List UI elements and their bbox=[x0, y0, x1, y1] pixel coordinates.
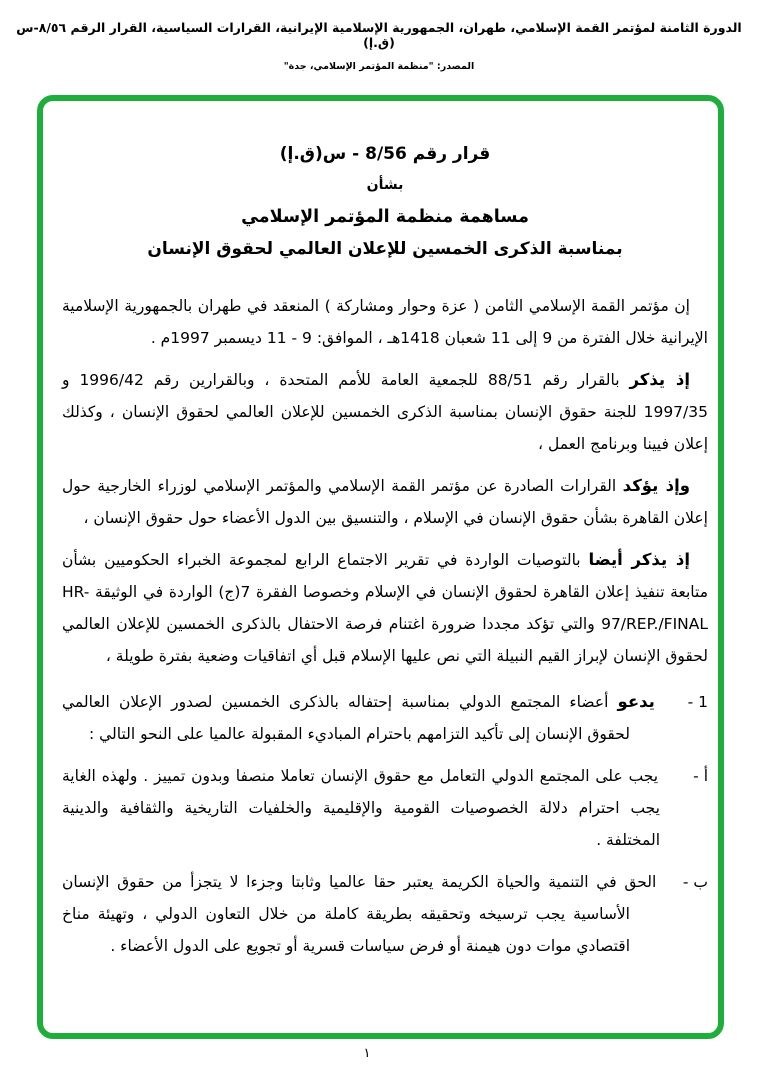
header-source-line: الدورة الثامنة لمؤتمر القمة الإسلامي، طهران، الجمهورية الإسلامية الإيرانية، القرارات السياسية، القرار الرقم ٨/٥٦-س (ق.إ) bbox=[16, 20, 742, 50]
resolution-subject-line2: بمناسبة الذكرى الخمسين للإعلان العالمي لحقوق الإنسان bbox=[147, 239, 623, 259]
paragraph-text: القرارات الصادرة عن مؤتمر القمة الإسلامي والمؤتمر الإسلامي لوزراء الخارجية حول إعلان القاهرة بشأن حقوق الإنسان في الإسلام ، والتنسيق بين الدول الأعضاء حول حقوق الإنسان ، bbox=[62, 477, 708, 527]
affirming-paragraph bbox=[62, 470, 708, 534]
paragraph-text: بالتوصيات الواردة في تقرير الاجتماع الرابع لمجموعة الخبراء الحكوميين بشأن متابعة تنفيذ إعلان القاهرة لحقوق الإنسان في الإسلام وخصوصا الفقرة 7(ج) الواردة في الوثيقة HR-97/REP./FINAL والتي تؤكد مجددا ضرورة اغتنام فرصة الاحتفال بالذكرى الخمسين للإعلان العالمي لحقوق الإنسان لإبراز القيم النبيلة التي نص عليها الإسلام قبل أي اتفاقيات وضعية بفترة طويلة ، bbox=[62, 551, 708, 665]
sub-item-a bbox=[62, 760, 708, 856]
resolution-number-title: قرار رقم 8/56 - س(ق.إ) bbox=[279, 144, 491, 164]
recalling-also-paragraph bbox=[62, 544, 708, 672]
resolution-subject-line1: مساهمة منظمة المؤتمر الإسلامي bbox=[241, 207, 529, 227]
item-number: 1 - bbox=[687, 693, 708, 711]
document-header bbox=[0, 20, 758, 72]
sub-item-text: الحق في التنمية والحياة الكريمة يعتبر حقا عالميا وثابتا وجزءا لا يتجزأ من حقوق الإنسان الأساسية يجب ترسيخه وتحقيقه بطريقة كاملة من خلال التعاون الدولي ، وتهيئة مناخ اقتصادي موات دون هيمنة أو فرض سياسات قسرية أو تجويع على الدول الأعضاء . bbox=[62, 873, 657, 955]
page-number: ١ bbox=[363, 1046, 371, 1061]
sub-item-marker: أ - bbox=[693, 767, 708, 785]
paragraph-lead: إذ يذكر أيضا bbox=[588, 550, 690, 569]
sub-item-marker: ب - bbox=[682, 873, 709, 891]
paragraph-lead: وإذ يؤكد bbox=[622, 476, 690, 495]
item-text: أعضاء المجتمع الدولي بمناسبة إحتفاله بالذكرى الخمسين لصدور الإعلان العالمي لحقوق الإنسان إلى تأكيد التزامهم باحترام المباديء المقبولة عالميا على النحو التالي : bbox=[62, 693, 630, 743]
sub-item-b bbox=[62, 866, 708, 962]
resolution-concerning-label: بشأن bbox=[366, 177, 404, 193]
operative-item-1 bbox=[62, 686, 708, 750]
item-lead: يدعو bbox=[617, 692, 655, 711]
recalling-paragraph bbox=[62, 364, 708, 460]
paragraph-text: بالقرار رقم 88/51 للجمعية العامة للأمم المتحدة ، وبالقرارين رقم 1996/42 و 1997/35 للجنة حقوق الإنسان بمناسبة الذكرى الخمسين للإعلان العالمي لحقوق الإنسان ، وكذلك إعلان فيينا وبرنامج العمل ، bbox=[62, 371, 708, 453]
header-publisher-line: المصدر: "منظمة المؤتمر الإسلامي، جدة" bbox=[283, 61, 475, 72]
green-border-frame bbox=[37, 95, 724, 1039]
resolution-title-block bbox=[62, 139, 708, 266]
paragraph-lead: إذ يذكر bbox=[629, 370, 690, 389]
document-body bbox=[62, 139, 708, 962]
sub-item-text: يجب على المجتمع الدولي التعامل مع حقوق الإنسان تعاملا منصفا وبدون تمييز . ولهذه الغاية يجب احترام دلالة الخصوصيات القومية والإقليمية والخلفيات التاريخية والثقافية والدينية المختلفة . bbox=[62, 767, 660, 849]
paragraph-text: إن مؤتمر القمة الإسلامي الثامن ( عزة وحوار ومشاركة ) المنعقد في طهران بالجمهورية الإسلامية الإيرانية خلال الفترة من 9 إلى 11 شعبان 1418هـ ، الموافق: 9 - 11 ديسمبر 1997م . bbox=[62, 297, 708, 347]
preamble-paragraph bbox=[62, 290, 708, 354]
